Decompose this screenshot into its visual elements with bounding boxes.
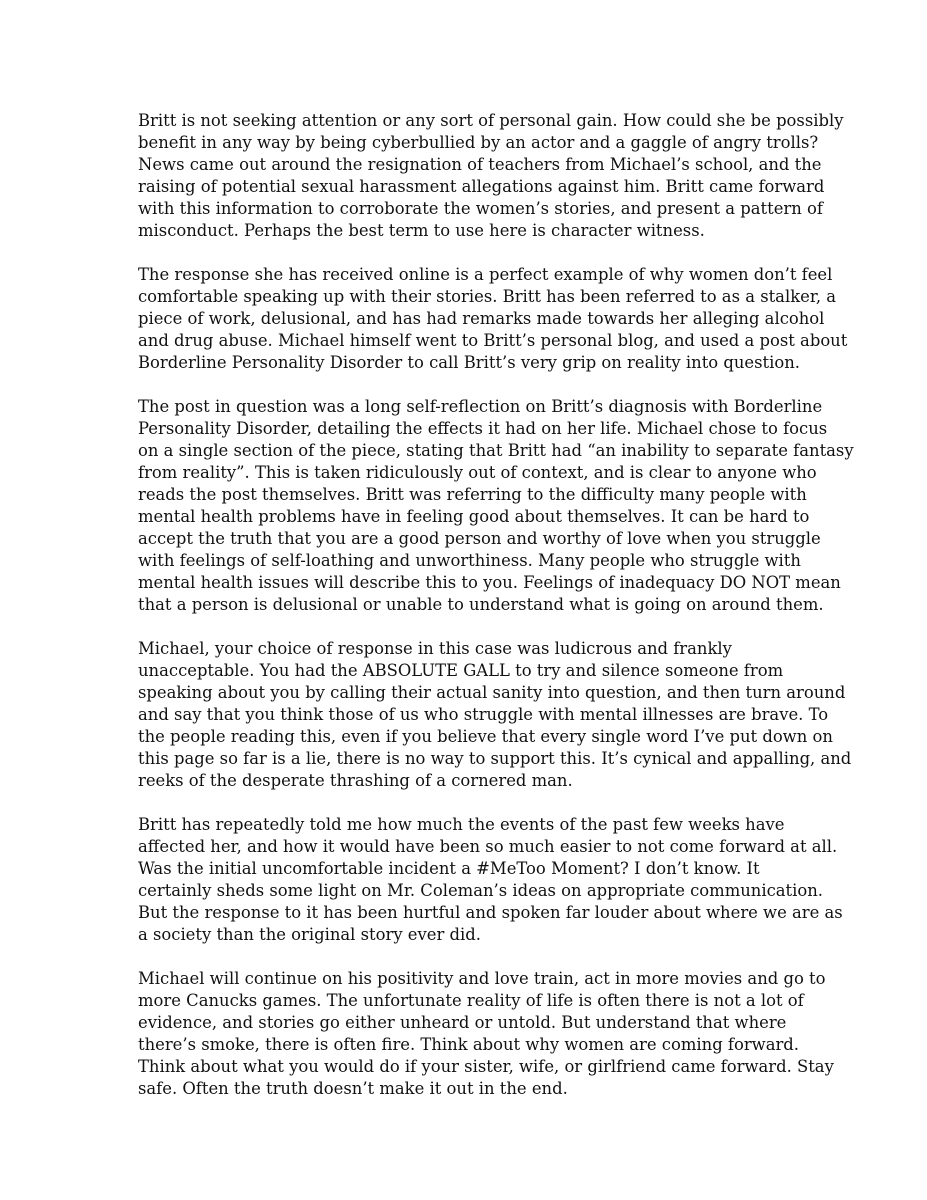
text-line: from reality”. This is taken ridiculously out of context, and is clear to anyone who [138,463,817,482]
text-line: News came out around the resignation of teachers from Michael’s school, and the [138,155,822,174]
text-line: and drug abuse. Michael himself went to Britt’s personal blog, and used a post about [138,331,848,350]
text-line: speaking about you by calling their actual sanity into question, and then turn around [138,683,846,702]
text-line: But the response to it has been hurtful and spoken far louder about where we are as [138,903,843,922]
text-line: safe. Often the truth doesn’t make it out in the end. [138,1079,568,1098]
text-line: mental health issues will describe this to you. Feelings of inadequacy DO NOT mean [138,573,841,592]
text-line: reeks of the desperate thrashing of a cornered man. [138,771,573,790]
paragraph-5 [138,814,843,946]
text-line: Britt has repeatedly told me how much the events of the past few weeks have [138,815,785,834]
text-line: the people reading this, even if you believe that every single word I’ve put down on [138,727,833,746]
text-line: raising of potential sexual harassment allegations against him. Britt came forward [138,177,825,196]
text-line: benefit in any way by being cyberbullied by an actor and a gaggle of angry trolls? [138,133,819,152]
text-line: and say that you think those of us who struggle with mental illnesses are brave. To [138,705,829,724]
text-line: Britt is not seeking attention or any sort of personal gain. How could she be possibly [138,111,844,130]
text-line: reads the post themselves. Britt was referring to the difficulty many people with [138,485,807,504]
text-line: Borderline Personality Disorder to call Britt’s very grip on reality into question. [138,353,800,372]
text-line: certainly sheds some light on Mr. Coleman’s ideas on appropriate communication. [138,881,824,900]
text-line: unacceptable. You had the ABSOLUTE GALL to try and silence someone from [138,661,784,680]
text-line: on a single section of the piece, stating that Britt had “an inability to separate fantasy [138,441,854,460]
text-line: Michael will continue on his positivity and love train, act in more movies and go to [138,969,826,988]
paragraph-4 [138,638,852,792]
paragraph-2 [138,264,848,374]
text-line: The response she has received online is a perfect example of why women don’t feel [138,265,833,284]
paragraph-6 [138,968,834,1100]
text-line: with feelings of self-loathing and unworthiness. Many people who struggle with [138,551,801,570]
text-line: this page so far is a lie, there is no way to support this. It’s cynical and appalling, and [138,749,852,768]
text-line: more Canucks games. The unfortunate reality of life is often there is not a lot of [138,991,804,1010]
text-line: a society than the original story ever did. [138,925,481,944]
text-line: mental health problems have in feeling good about themselves. It can be hard to [138,507,810,526]
text-line: Was the initial uncomfortable incident a #MeToo Moment? I don’t know. It [138,859,760,878]
paragraph-3 [138,396,854,616]
text-line: evidence, and stories go either unheard or untold. But understand that where [138,1013,787,1032]
text-line: misconduct. Perhaps the best term to use here is character witness. [138,221,705,240]
text-line: The post in question was a long self-reflection on Britt’s diagnosis with Borderline [138,397,823,416]
text-line: Personality Disorder, detailing the effects it had on her life. Michael chose to focus [138,419,828,438]
text-line: with this information to corroborate the women’s stories, and present a pattern of [138,199,823,218]
text-line: there’s smoke, there is often fire. Think about why women are coming forward. [138,1035,800,1054]
text-line: affected her, and how it would have been so much easier to not come forward at all. [138,837,838,856]
text-line: comfortable speaking up with their stories. Britt has been referred to as a stalker, a [138,287,837,306]
document-body [138,110,854,1122]
paragraph-1 [138,110,844,242]
text-line: that a person is delusional or unable to understand what is going on around them. [138,595,824,614]
text-line: Think about what you would do if your sister, wife, or girlfriend came forward. Stay [138,1057,834,1076]
text-line: piece of work, delusional, and has had remarks made towards her alleging alcohol [138,309,825,328]
text-line: Michael, your choice of response in this case was ludicrous and frankly [138,639,732,658]
text-line: accept the truth that you are a good person and worthy of love when you struggle [138,529,821,548]
